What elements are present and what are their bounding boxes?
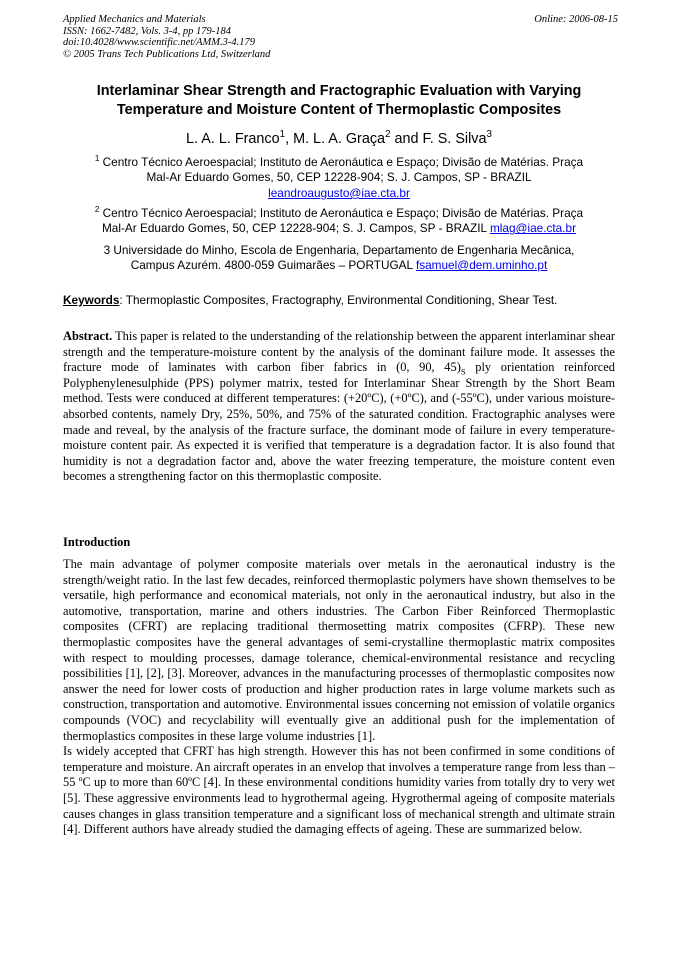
affiliation-1 (66, 155, 612, 201)
affiliation-2-line-1: Centro Técnico Aeroespacial; Instituto de Aeronáutica e Espaço; Divisão de Matérias. Praça (99, 206, 584, 220)
title-line-2: Temperature and Moisture Content of Thermoplastic Composites (116, 102, 562, 118)
abstract-text-1: This paper is related to the understanding of the relationship between the apparent interlaminar shear strength and the temperature-moisture content by the analysis of the dominant failure mode. It assesses the fracture mode of laminates with carbon fiber fabrics in (0, 90, 45) (63, 329, 615, 375)
paper-title (50, 82, 628, 120)
keywords-line (63, 293, 623, 307)
affiliation-3 (66, 243, 612, 274)
author-3: F. S. Silva (422, 131, 487, 147)
affiliation-2-email-link[interactable]: mlag@iae.cta.br (489, 221, 577, 236)
author-1-sup: 1 (279, 129, 286, 141)
author-list (50, 131, 628, 147)
affiliation-1-sup: 1 (94, 154, 100, 164)
doi-line: doi:10.4028/www.scientific.net/AMM.3-4.179 (63, 37, 255, 49)
introduction-body (63, 557, 615, 838)
journal-name: Applied Mechanics and Materials (63, 14, 206, 25)
affiliation-2 (66, 206, 612, 237)
copyright-line: © 2005 Trans Tech Publications Ltd, Switzerland (63, 48, 271, 60)
introduction-paragraph-1: The main advantage of polymer composite materials over metals in the aeronautical industry is the strength/weight ratio. In the last few decades, reinforced thermoplastic polymers have shown themselves to be versatile, high performance and economical materials, not only in the aeronautical industry, but also in the automotive, transportation, marine and others industries. The Carbon Fiber Reinforced Thermoplastic composites (CFRT) are replacing traditional thermosetting matrix composites (CFRP). These new thermoplastic composites have the general advantages of semi-crystalline thermoplastic matrix composites with respect to moulding processes, damage tolerance, chemical-environmental resistance and recycling possibilities [1], [2], [3]. Moreover, advances in the manufacturing processes of thermoplastic composites now answer the need for lower costs of production and higher production rates in large volume markets such as construction, transportation and automotive. Environmental issues concerning not emission of volatile organics compounds (VOC) and recyclability will eventually give an additional push for the implementation of thermoplastics composites in these large volume industries [1]. (63, 557, 615, 743)
keywords-label: Keywords (63, 293, 120, 307)
author-3-sup: 3 (486, 129, 492, 141)
abstract (63, 329, 615, 485)
author-1: L. A. L. Franco (186, 131, 280, 147)
author-separator: , (285, 131, 294, 147)
abstract-subscript: S (460, 366, 466, 377)
title-line-1: Interlaminar Shear Strength and Fractographic Evaluation with Varying (96, 83, 582, 99)
affiliation-3-line-2: Campus Azurém. 4800-059 Guimarães – PORTUGAL (130, 258, 416, 273)
affiliation-3-line-1: 3 Universidade do Minho, Escola de Engenharia, Departamento de Engenharia Mecânica, (103, 243, 575, 257)
affiliation-2-sup: 2 (94, 205, 100, 215)
author-2-sup: 2 (385, 129, 391, 141)
introduction-heading: Introduction (63, 535, 131, 549)
affiliation-1-line-1: Centro Técnico Aeroespacial; Instituto de Aeronáutica e Espaço; Divisão de Matérias. Praça (99, 155, 584, 169)
abstract-text-2: ply orientation reinforced Polyphenylenesulphide (PPS) polymer matrix, tested for Interlaminar Shear Strength by the Short Beam method. Tests were conduced at different temperatures: (+20ºC), (+0ºC), and (-55ºC), under various moisture-absorbed contents, namely Dry, 25%, 50%, and 75% of the saturated condition. Fractographic analyses were made and reveal, by the analysis of the fracture surface, the dominant mode of failure in every temperature-moisture content pair. As expected it is verified that temperature is a degradation factor. It is also found that humidity is not a degradation factor and, above the water freezing temperature, the moisture content even becomes a strengthening factor on this thermoplastic composite. (63, 360, 615, 484)
affiliation-1-email-link[interactable]: leandroaugusto@iae.cta.br (268, 185, 410, 200)
introduction-paragraph-2: Is widely accepted that CFRT has high strength. However this has not been confirmed in some conditions of temperature and moisture. An aircraft operates in an envelop that involves a temperature range from less than –55 ºC up to more than 60ºC [4]. In these environmental conditions humidity varies from totally dry to very wet [5]. These aggressive environments lead to hygrothermal ageing. Hygrothermal ageing of composite materials causes changes in glass transition temperature and a significant loss of mechanical strength and ultimate strain [4]. Different authors have already studied the damaging effects of ageing. These are summarized below. (63, 744, 615, 837)
keywords-colon: : (119, 293, 123, 307)
affiliation-2-line-2: Mal-Ar Eduardo Gomes, 50, CEP 12228-904; S. J. Campos, SP - BRAZIL (101, 221, 490, 236)
issn-line: ISSN: 1662-7482, Vols. 3-4, pp 179-184 (63, 25, 231, 37)
affiliation-3-email-link[interactable]: fsamuel@dem.uminho.pt (415, 258, 548, 273)
journal-header (63, 14, 618, 60)
author-separator: and (390, 131, 423, 147)
affiliation-1-line-2: Mal-Ar Eduardo Gomes, 50, CEP 12228-904; S. J. Campos, SP - BRAZIL (146, 170, 532, 185)
keywords-text: Thermoplastic Composites, Fractography, Environmental Conditioning, Shear Test. (122, 293, 558, 307)
online-date: Online: 2006-08-15 (534, 14, 618, 25)
abstract-label: Abstract. (63, 329, 113, 343)
author-2: M. L. A. Graça (293, 131, 386, 147)
